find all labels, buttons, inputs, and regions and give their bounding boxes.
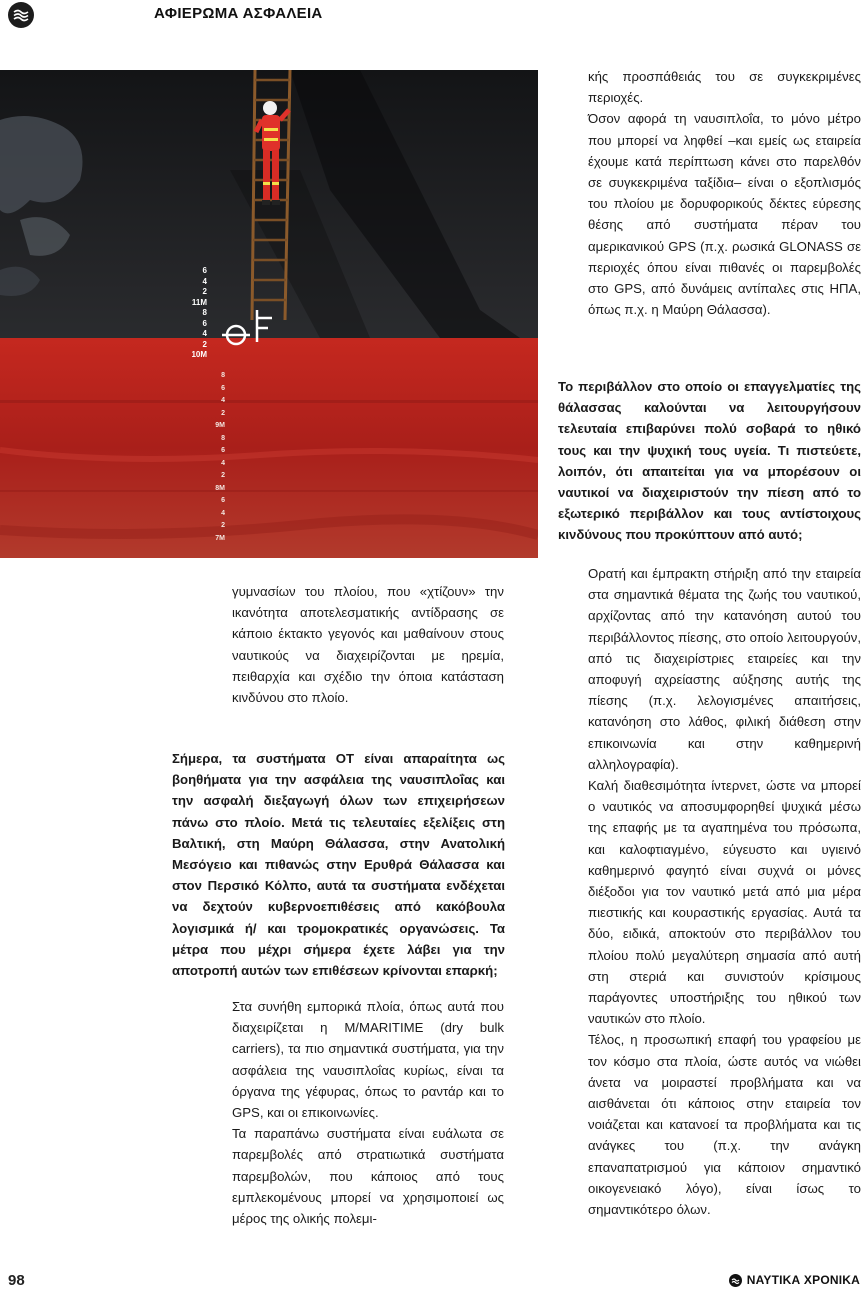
left-paragraph-1: γυμνασίων του πλοίου, που «χτίζουν» την ικανότητα αποτελεσματικής αντίδρασης σε κάποιο έκτακτο γεγονός και μαθαίνουν στους ναυτικούς να διαχειρίζονται με ηρεμία, πειθαρχία και σχέδιο την όποια κατάσταση κινδύνου στο πλοίο.: [232, 584, 504, 706]
right-paragraph-5: Τέλος, η προσωπική επαφή του γραφείου με τον κόσμο στα πλοία, ώστε αυτός να νιώθει άνετα να μοιραστεί προβλήματα και να αισθάνεται ότι κάποιος στην εταιρεία τον νοιάζεται και κατανοεί τα προβλήματα και τις ανάγκες του (π.χ. την ανάγκη επαναπατρισμού για κάποιον σημαντικό οικογενειακό λόγο), είναι ίσως το σημαντικότερο όλων.: [588, 1032, 861, 1218]
footer-brand: [729, 1273, 860, 1287]
left-column-question: [172, 748, 505, 981]
right-paragraph-4: Καλή διαθεσιμότητα ίντερνετ, ώστε να μπορεί ο ναυτικός να αποσυμφορηθεί ψυχικά μέσω της επαφής με τα αγαπημένα του πρόσωπα, και καλοφτιαγμένο, εύγευστο και υγιεινό καθημερινό φαγητό είναι συχνά οι μόνες διέξοδοι για τον ναυτικό μετά από μια μέρα πιεστικής και κουραστικής εργασίας. Αυτά τα δύο, ειδικά, αποκτούν στο περιβάλλον του πλοίου πολύ μεγαλύτερη σημασία από αυτή στη στεριά και συνιστούν κρίσιμους παράγοντες υποστήριξης του ηθικού των ναυτικών στο πλοίο.: [588, 778, 861, 1027]
interview-question-1: Σήμερα, τα συστήματα ΟΤ είναι απαραίτητα ως βοηθήματα για την ασφάλεια της ναυσιπλοΐας και την ασφαλή διεξαγωγή όλων των επιχειρήσεων πάνω στο πλοίο. Μετά τις τελευταίες εξελίξεις στη Βαλτική, στη Μαύρη Θάλασσα, στην Ανατολική Μεσόγειο και πιθανώς στην Ερυθρά Θάλασσα και στον Περσικό Κόλπο, αυτά τα συστήματα ενδέχεται να δεχτούν κυβερνοεπιθέσεις από κακόβουλα λογισμικά ή/ και τρομοκρατικές οργανώσεις. Τα μέτρα που μέχρι σήμερα έχετε λάβει για την αποτροπή αυτών των επιθέσεων κρίνονται επαρκή;: [172, 751, 505, 979]
left-column-body-1: [232, 581, 504, 708]
ship-hull-ladder-photo: [0, 70, 538, 558]
draft-marks-upper: 6 4 2 11M 8 6 4 2 10M: [191, 266, 207, 359]
brand-logo-icon: [729, 1274, 742, 1287]
left-paragraph-3: Τα παραπάνω συστήματα είναι ευάλωτα σε παρεμβολές από στρατιωτικά συστήματα παρεμβολών, που κάποιος από τους εμπλεκομένους μπορεί να χρησιμοποιεί ως μέρος της ολικής πολεμι-: [232, 1126, 504, 1227]
right-paragraph-3: Ορατή και έμπρακτη στήριξη από την εταιρεία στα σημαντικά θέματα της ζωής του ναυτικού, αρχίζοντας από την κατανόηση αυτού του περιβάλλοντος πίεσης, στο οποίο λειτουργούν, από τις διαχειρίστριες εταιρείες και την αποφυγή αχρείαστης αύξησης αυτής της πίεσης (π.χ. λελογισμένες απαιτήσεις, κατανόηση στο λάθος, φιλική διάθεση στην επικοινωνία και στην καθημερινή αλληλογραφία).: [588, 566, 861, 772]
right-column-body-2: [588, 563, 861, 1220]
right-column-question: [558, 376, 861, 546]
left-paragraph-2: Στα συνήθη εμπορικά πλοία, όπως αυτά που διαχειρίζεται η M/MARITIME (dry bulk carriers), τα πιο σημαντικά συστήματα, για την ασφάλεια της ναυσιπλοΐας κυρίως, είναι τα όργανα της γέφυρας, όπως το ραντάρ και το GPS, και οι επικοινωνίες.: [232, 999, 504, 1121]
section-title: ΑΦΙΕΡΩΜΑ ΑΣΦΑΛΕΙΑ: [154, 5, 323, 22]
draft-marks-lower: 8 6 4 2 9M 8 6 4 2 8M 6 4 2 7M: [215, 372, 225, 542]
wave-logo-icon: [8, 2, 34, 28]
interview-question-2: Το περιβάλλον στο οποίο οι επαγγελματίες της θάλασσας καλούνται να λειτουργήσουν τελευταία επιβαρύνει πολύ σοβαρά το ηθικό τους και την ψυχική τους υγεία. Τι πιστεύετε, λοιπόν, ότι απαιτείται για να μπορέσουν οι ναυτικοί να διαχειριστούν την πίεση από το εξωτερικό περιβάλλον και τους αντίστοιχους κινδύνους που προκύπτουν από αυτό;: [558, 379, 861, 543]
page-number: 98: [8, 1272, 25, 1289]
brand-name: ΝΑΥΤΙΚΑ ΧΡΟΝΙΚΑ: [746, 1273, 860, 1287]
right-paragraph-2: Όσον αφορά τη ναυσιπλοΐα, το μόνο μέτρο που μπορεί να ληφθεί –και εμείς ως εταιρεία έχουμε κατά περίπτωση κάνει στο παρελθόν σε συγκεκριμένα ταξίδια– είναι ο εξοπλισμός του πλοίου με δορυφορικούς δέκτες εύρεσης θέσης από συστήματα πέραν του αμερικανικού GPS (π.χ. ρωσικά GLONASS σε περιοχές όπου είναι πιθανές οι παρεμβολές στο GPS, από δυνάμεις αντίπαλες στις ΗΠΑ, όπως π.χ. η Μαύρη Θάλασσα).: [588, 111, 861, 318]
right-paragraph-1: κής προσπάθειάς του σε συγκεκριμένες περιοχές.: [588, 69, 861, 106]
right-column-body-1: [588, 66, 861, 320]
left-column-body-2: [232, 996, 504, 1229]
page-header: [8, 2, 34, 28]
